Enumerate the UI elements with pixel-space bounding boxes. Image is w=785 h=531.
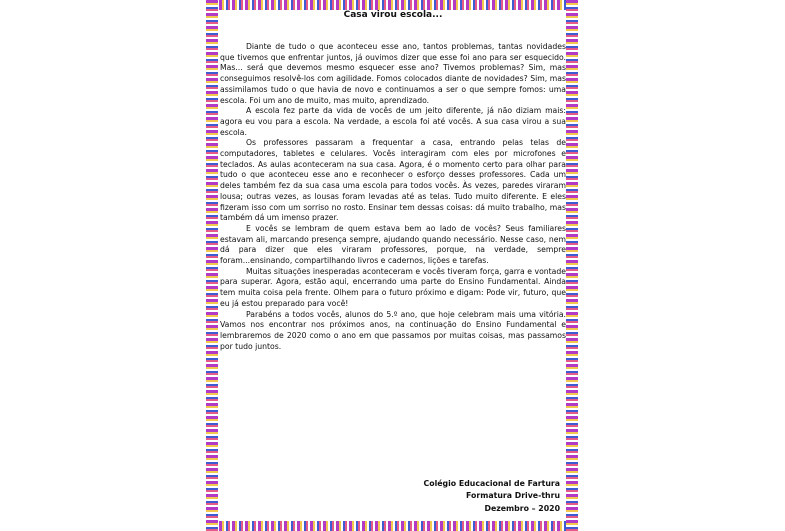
document-content xyxy=(220,10,566,520)
paragraph-6: Parabéns a todos vocês, alunos do 5.º ano, que hoje celebram mais uma vitória. Vamos nos encontrar nos próximos anos, na continuação do Ensino Fundamental e lembraremos de 2020 como o ano em que passamos por muitas coisas, mas passamos por tudo juntos. xyxy=(220,309,566,351)
paragraph-3: Os professores passaram a frequentar a casa, entrando pelas telas de computadores, tabletes e celulares. Vocês interagiram com eles por microfones e teclados. As aulas aconteceram na sua casa. Agora, é o momento certo para olhar para tudo o que aconteceu esse ano e reconhecer o esforço desses professores. Cada um deles também fez da sua casa uma escola para todos vocês. Às vezes, paredes viraram lousa; outras vezes, as lousas foram levadas até as telas. Tudo muito diferente. E eles fizeram isso com um sorriso no rosto. Ensinar tem dessas coisas: dá muito trabalho, mas também dá um imenso prazer. xyxy=(220,138,566,223)
decorative-border-left xyxy=(206,0,218,531)
decorative-border-top xyxy=(206,0,578,10)
signature-event: Formatura Drive-thru xyxy=(466,491,560,501)
paragraph-4: E vocês se lembram de quem estava bem ao lado de vocês? Seus familiares estavam ali, marcando presença sempre, ajudando quando necessário. Nesse caso, nem dá para dizer que eles viraram professores, porque, na verdade, sempre foram...ensinando, compartilhando livros e cadernos, lições e tarefas. xyxy=(220,223,566,266)
document-title: Casa virou escola... xyxy=(343,10,443,20)
document-body xyxy=(220,42,566,352)
paragraph-2: A escola fez parte da vida de vocês de um jeito diferente, já não diziam mais: agora eu vou para a escola. Na verdade, a escola foi até vocês. A sua casa virou a sua escola. xyxy=(220,106,566,137)
paragraph-5: Muitas situações inesperadas aconteceram e vocês tiveram força, garra e vontade para superar. Agora, estão aqui, encerrando uma parte do Ensino Fundamental. Ainda tem muita coisa pela frente. Olhem para o futuro próximo e digam: Pode vir, futuro, que eu já estou preparado para você! xyxy=(220,266,566,308)
decorative-border-right xyxy=(566,0,578,531)
signature-date: Dezembro – 2020 xyxy=(484,503,560,513)
document-page xyxy=(206,0,578,531)
paragraph-1: Diante de tudo o que aconteceu esse ano, tantos problemas, tantas novidades que tivemos que enfrentar juntos, já ouvimos dizer que esse foi ano para ser esquecido. Mas... será que devemos mesmo esquecer esse ano? Tivemos problemas? Sim, mas conseguimos resolvê-los com agilidade. Fomos colocados diante de novidades? Sim, mas assimilamos tudo o que havia de novo e continuamos a ser o que sempre fomos: uma escola. Foi um ano de muito, mas muito, aprendizado. xyxy=(220,42,566,105)
decorative-border-bottom xyxy=(206,521,578,531)
signature-block xyxy=(424,478,561,515)
signature-school: Colégio Educacional de Fartura xyxy=(423,479,560,488)
